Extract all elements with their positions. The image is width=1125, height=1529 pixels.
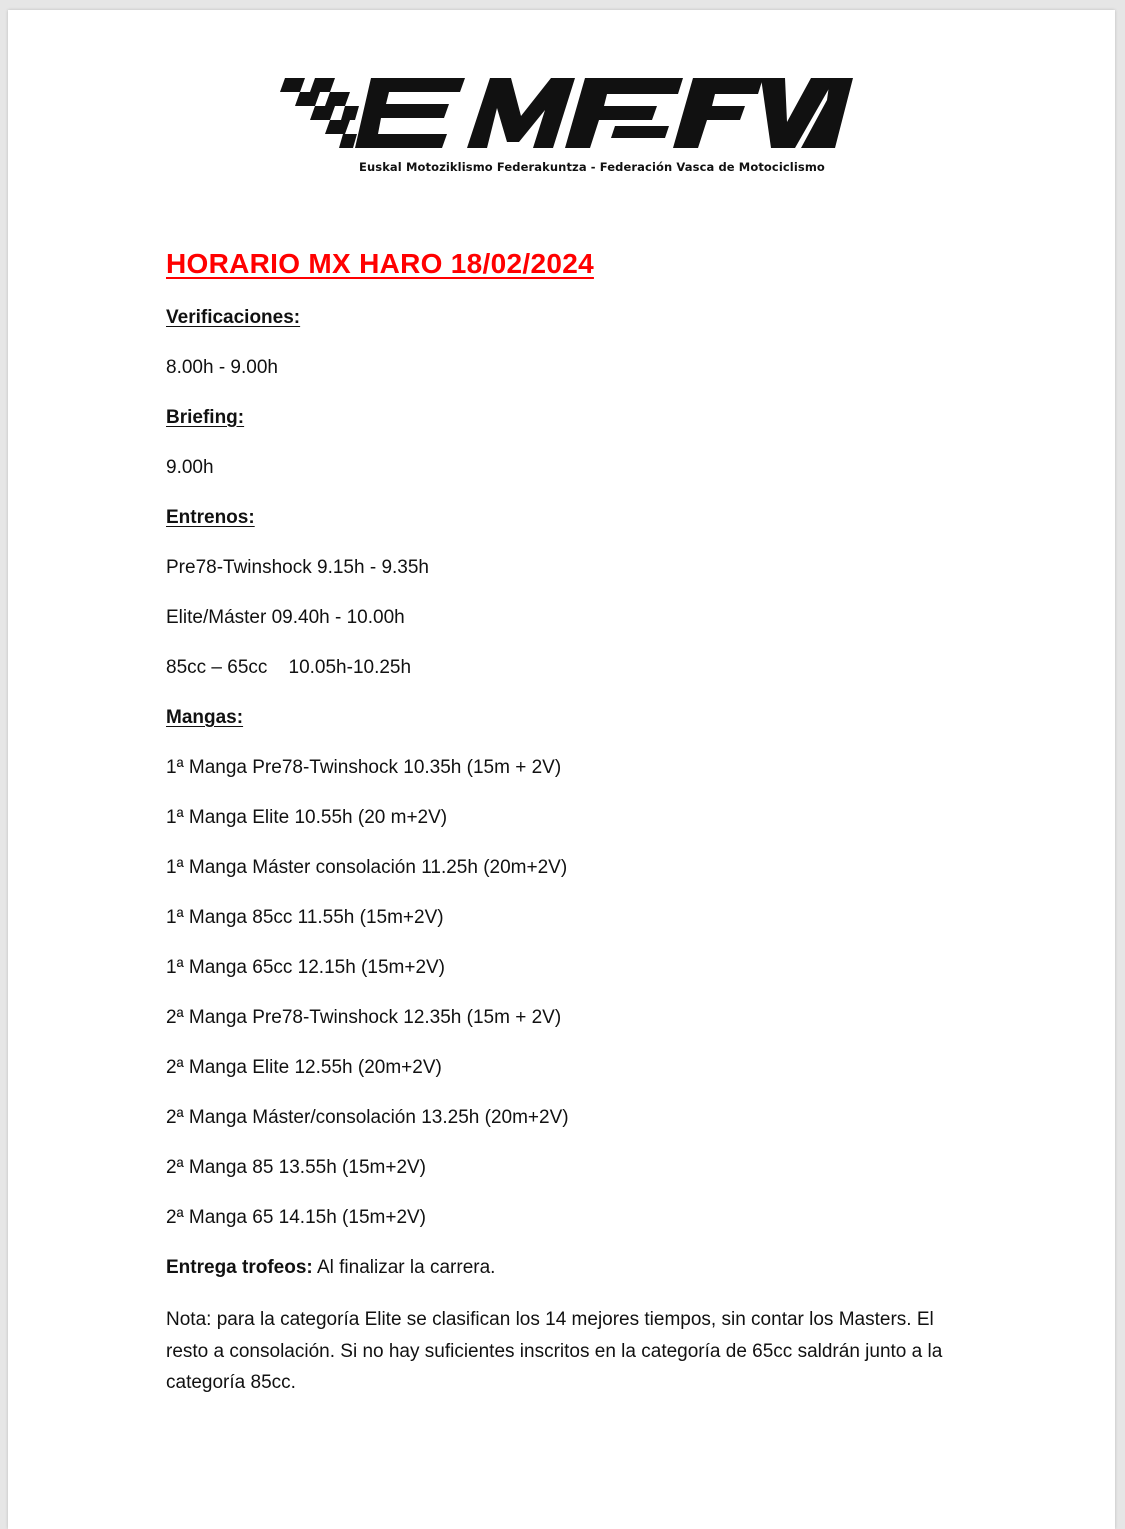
- manga-item: 2ª Manga 85 13.55h (15m+2V): [166, 1157, 427, 1178]
- manga-item: 2ª Manga Pre78-Twinshock 12.35h (15m + 2V): [166, 1007, 562, 1028]
- emf-fvm-logo: [275, 72, 855, 178]
- heading-verificaciones: Verificaciones:: [166, 307, 301, 328]
- heading-mangas: Mangas:: [166, 707, 244, 728]
- trofeos-text: Al finalizar la carrera.: [312, 1257, 496, 1278]
- trofeos-line: [166, 1256, 495, 1280]
- trofeos-label: Entrega trofeos:: [166, 1257, 313, 1278]
- note-paragraph: Nota: para la categoría Elite se clasifican los 14 mejores tiempos, sin contar los Masters. El resto a consolación. Si no hay suficientes inscritos en la categoría de 65cc saldrán junto a la categoría 85cc.: [166, 1309, 943, 1393]
- verificaciones-time: 8.00h - 9.00h: [166, 357, 278, 378]
- briefing-time: 9.00h: [166, 457, 214, 478]
- heading-briefing: Briefing:: [166, 407, 245, 428]
- manga-item: 1ª Manga Elite 10.55h (20 m+2V): [166, 807, 448, 828]
- entrenos-item: 85cc – 65cc 10.05h-10.25h: [166, 657, 412, 678]
- entrenos-item: Pre78-Twinshock 9.15h - 9.35h: [166, 557, 429, 578]
- heading-entrenos: Entrenos:: [166, 507, 255, 528]
- manga-item: 2ª Manga Máster/consolación 13.25h (20m+2V): [166, 1107, 569, 1128]
- emf-fvm-logo-graphic: [275, 72, 855, 156]
- manga-item: 1ª Manga Máster consolación 11.25h (20m+2V): [166, 857, 568, 878]
- logo-subtitle: Euskal Motoziklismo Federakuntza - Federación Vasca de Motociclismo: [359, 160, 825, 174]
- manga-item: 2ª Manga 65 14.15h (15m+2V): [166, 1207, 427, 1228]
- manga-item: 1ª Manga Pre78-Twinshock 10.35h (15m + 2V): [166, 757, 562, 778]
- page-title: HORARIO MX HARO 18/02/2024: [166, 248, 594, 279]
- manga-item: 1ª Manga 85cc 11.55h (15m+2V): [166, 907, 444, 928]
- entrenos-item: Elite/Máster 09.40h - 10.00h: [166, 607, 405, 628]
- manga-item: 1ª Manga 65cc 12.15h (15m+2V): [166, 957, 446, 978]
- manga-item: 2ª Manga Elite 12.55h (20m+2V): [166, 1057, 442, 1078]
- document-page: [8, 10, 1115, 1529]
